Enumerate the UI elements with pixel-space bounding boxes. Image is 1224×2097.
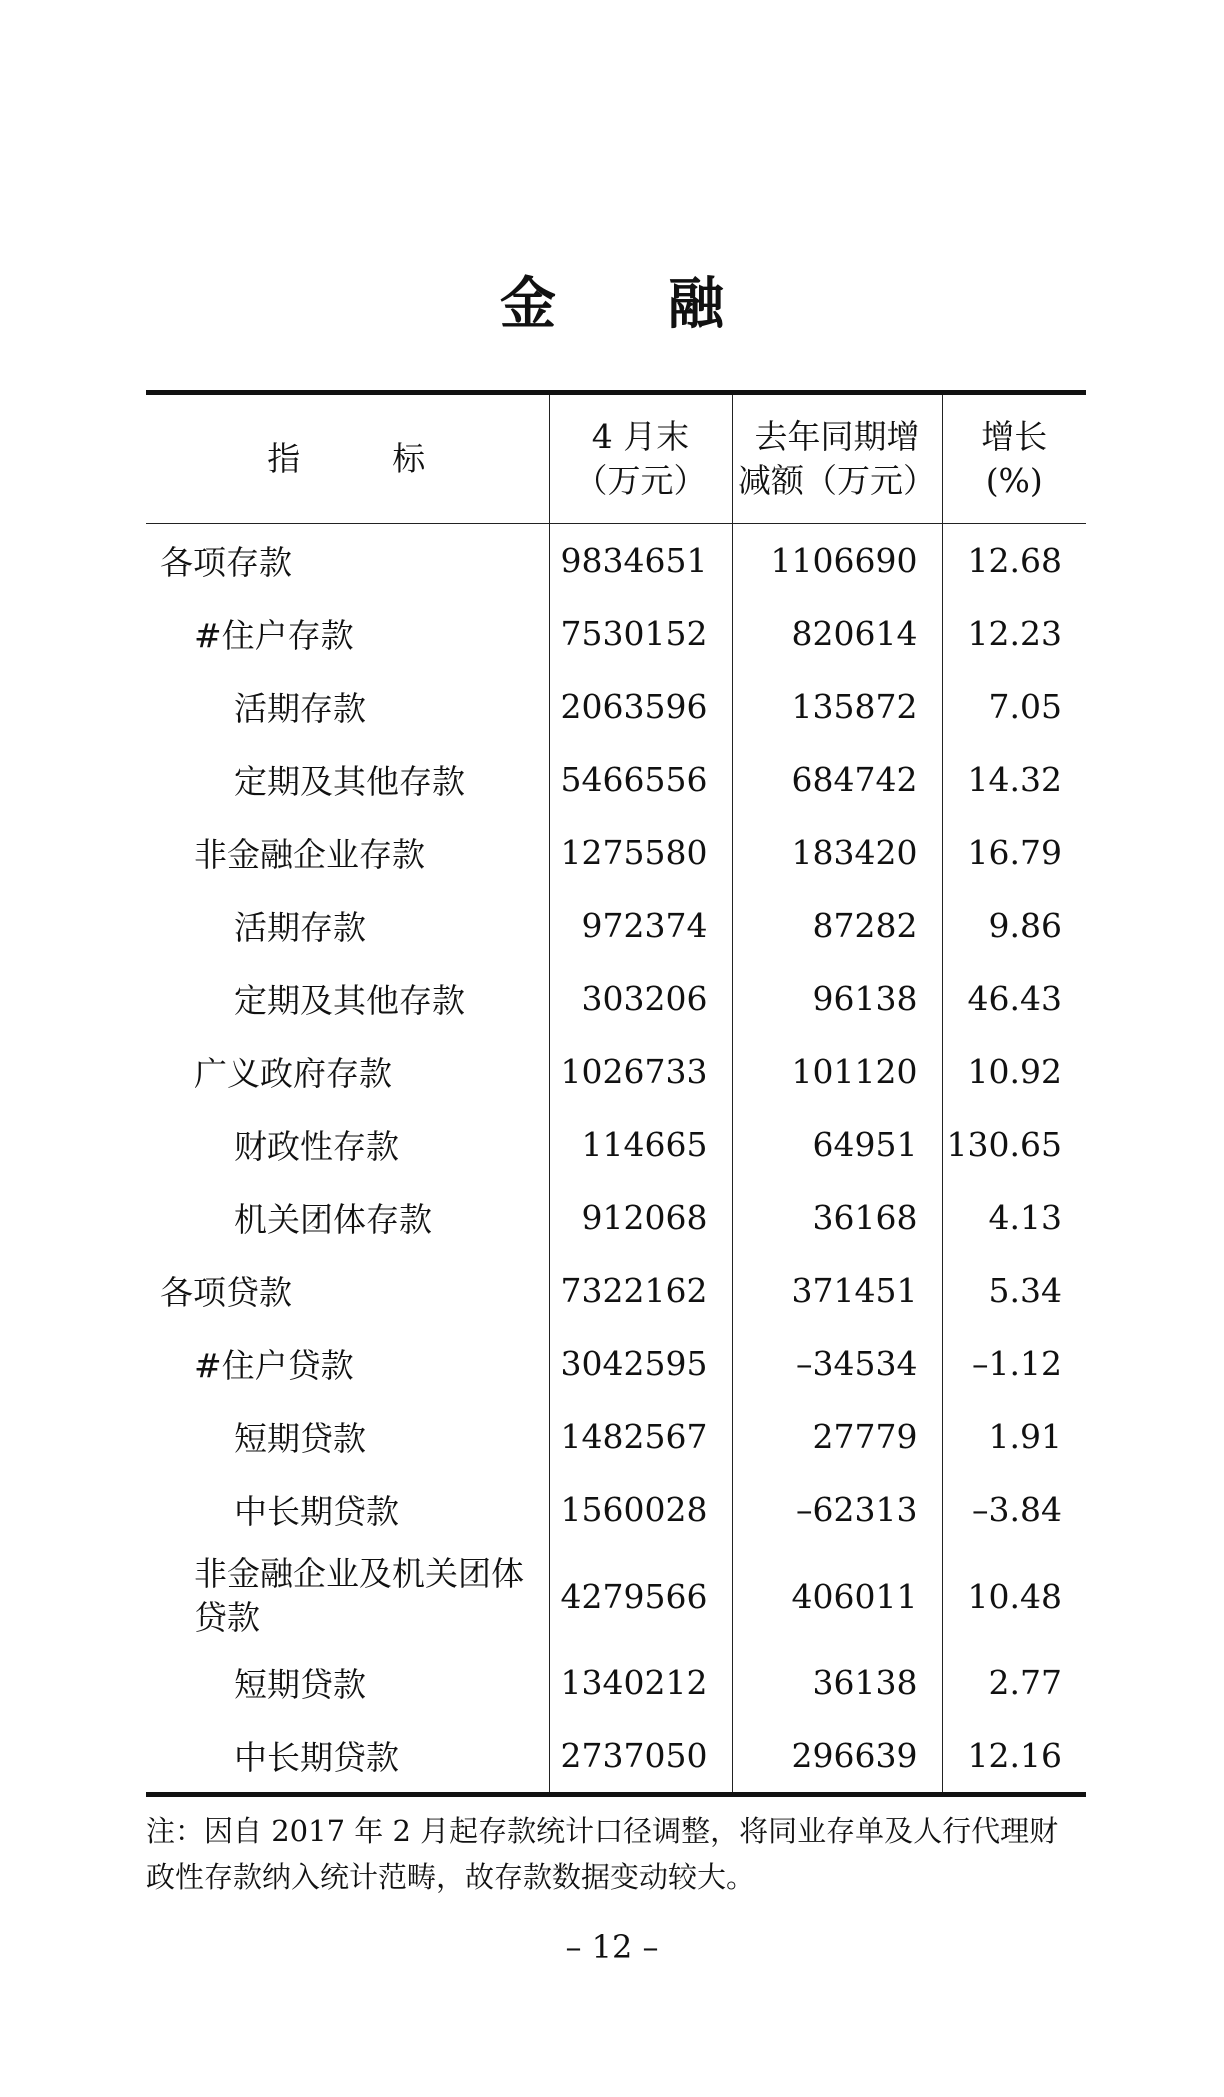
row-growth: 12.68: [967, 541, 1062, 580]
row-growth: 9.86: [988, 906, 1062, 945]
row-change: 36138: [732, 1646, 942, 1719]
row-growth: 130.65: [946, 1125, 1062, 1164]
row-change: 96138: [732, 962, 942, 1035]
header-april-end: [549, 393, 732, 524]
row-growth: 2.77: [988, 1663, 1062, 1702]
row-name: 广义政府存款: [146, 1035, 549, 1108]
row-change: 101120: [732, 1035, 942, 1108]
row-change: 135872: [732, 670, 942, 743]
table-row: [146, 1181, 1086, 1254]
table-row: [146, 1546, 1086, 1646]
table-row: [146, 1646, 1086, 1719]
row-change: 27779: [732, 1400, 942, 1473]
table-row: [146, 816, 1086, 889]
header-indicator: [146, 393, 549, 524]
row-name: 中长期贷款: [146, 1473, 549, 1546]
row-name: 定期及其他存款: [146, 962, 549, 1035]
row-growth: 12.23: [967, 614, 1062, 653]
table-row: [146, 962, 1086, 1035]
row-growth: 7.05: [988, 687, 1062, 726]
table-note: 注：因自 2017 年 2 月起存款统计口径调整，将同业存单及人行代理财政性存款纳入统计范畴，故存款数据变动较大。: [146, 1814, 1059, 1894]
row-growth: 4.13: [988, 1198, 1062, 1237]
row-growth: 1.91: [988, 1417, 1062, 1456]
row-value: 7530152: [549, 597, 732, 670]
row-value: 2063596: [549, 670, 732, 743]
row-value: 5466556: [549, 743, 732, 816]
header-april-end-line2: （万元）: [574, 461, 707, 500]
header-indicator-a: 指: [267, 439, 303, 478]
row-change: –62313: [732, 1473, 942, 1546]
row-value: 1482567: [549, 1400, 732, 1473]
row-change: 64951: [732, 1108, 942, 1181]
row-value: 3042595: [549, 1327, 732, 1400]
header-growth-line1: 增长: [981, 417, 1048, 456]
row-change: 684742: [732, 743, 942, 816]
row-value: 1560028: [549, 1473, 732, 1546]
row-name: 定期及其他存款: [146, 743, 549, 816]
page-title: 金 融: [500, 272, 724, 337]
row-value: 114665: [549, 1108, 732, 1181]
row-name: #住户贷款: [146, 1327, 549, 1400]
row-name: 财政性存款: [146, 1108, 549, 1181]
row-change: 371451: [732, 1254, 942, 1327]
table-row: [146, 670, 1086, 743]
header-yoy-change-line2: 减额（万元）: [738, 461, 936, 500]
row-change: 1106690: [732, 524, 942, 598]
row-name: 活期存款: [146, 889, 549, 962]
row-value: 1340212: [549, 1646, 732, 1719]
row-change: –34534: [732, 1327, 942, 1400]
row-name: #住户存款: [146, 597, 549, 670]
row-value: 303206: [549, 962, 732, 1035]
row-value: 7322162: [549, 1254, 732, 1327]
row-name: 中长期贷款: [146, 1719, 549, 1795]
row-name: 活期存款: [146, 670, 549, 743]
row-value: 1275580: [549, 816, 732, 889]
row-name: 非金融企业及机关团体贷款: [146, 1546, 549, 1646]
table-row: [146, 1473, 1086, 1546]
row-value: 1026733: [549, 1035, 732, 1108]
row-growth: 5.34: [988, 1271, 1062, 1310]
table-row: [146, 1108, 1086, 1181]
table-row: [146, 1035, 1086, 1108]
header-yoy-change: [732, 393, 942, 524]
row-value: 972374: [549, 889, 732, 962]
row-growth: –1.12: [972, 1344, 1062, 1383]
row-growth: –3.84: [972, 1490, 1062, 1529]
row-change: 183420: [732, 816, 942, 889]
table-row: [146, 524, 1086, 598]
header-indicator-b: 标: [392, 439, 428, 478]
table-header-row: [146, 393, 1086, 524]
row-value: 9834651: [549, 524, 732, 598]
table-row: [146, 889, 1086, 962]
row-change: 87282: [732, 889, 942, 962]
header-yoy-change-line1: 去年同期增: [754, 417, 920, 456]
row-name: 机关团体存款: [146, 1181, 549, 1254]
finance-table: [146, 390, 1086, 1797]
row-name: 短期贷款: [146, 1646, 549, 1719]
row-name: 各项贷款: [146, 1254, 549, 1327]
header-growth: [942, 393, 1086, 524]
row-change: 36168: [732, 1181, 942, 1254]
row-value: 912068: [549, 1181, 732, 1254]
table-row: [146, 597, 1086, 670]
table-row: [146, 1327, 1086, 1400]
row-change: 406011: [732, 1546, 942, 1646]
row-growth: 46.43: [967, 979, 1062, 1018]
row-value: 4279566: [549, 1546, 732, 1646]
row-growth: 14.32: [967, 760, 1062, 799]
row-change: 296639: [732, 1719, 942, 1795]
row-growth: 10.92: [967, 1052, 1062, 1091]
header-growth-line2: (%): [985, 461, 1043, 500]
table-row: [146, 1254, 1086, 1327]
row-value: 2737050: [549, 1719, 732, 1795]
row-growth: 12.16: [942, 1719, 1086, 1795]
row-name: 各项存款: [146, 524, 549, 598]
row-name: 短期贷款: [146, 1400, 549, 1473]
row-name: 非金融企业存款: [146, 816, 549, 889]
table-row: [146, 1400, 1086, 1473]
table-row: [146, 743, 1086, 816]
row-change: 820614: [732, 597, 942, 670]
table-row: [146, 1719, 1086, 1795]
page-number: – 12 –: [565, 1928, 659, 1966]
row-growth: 10.48: [967, 1576, 1062, 1616]
row-growth: 16.79: [967, 833, 1062, 872]
header-april-end-line1: 4 月末: [591, 417, 690, 456]
